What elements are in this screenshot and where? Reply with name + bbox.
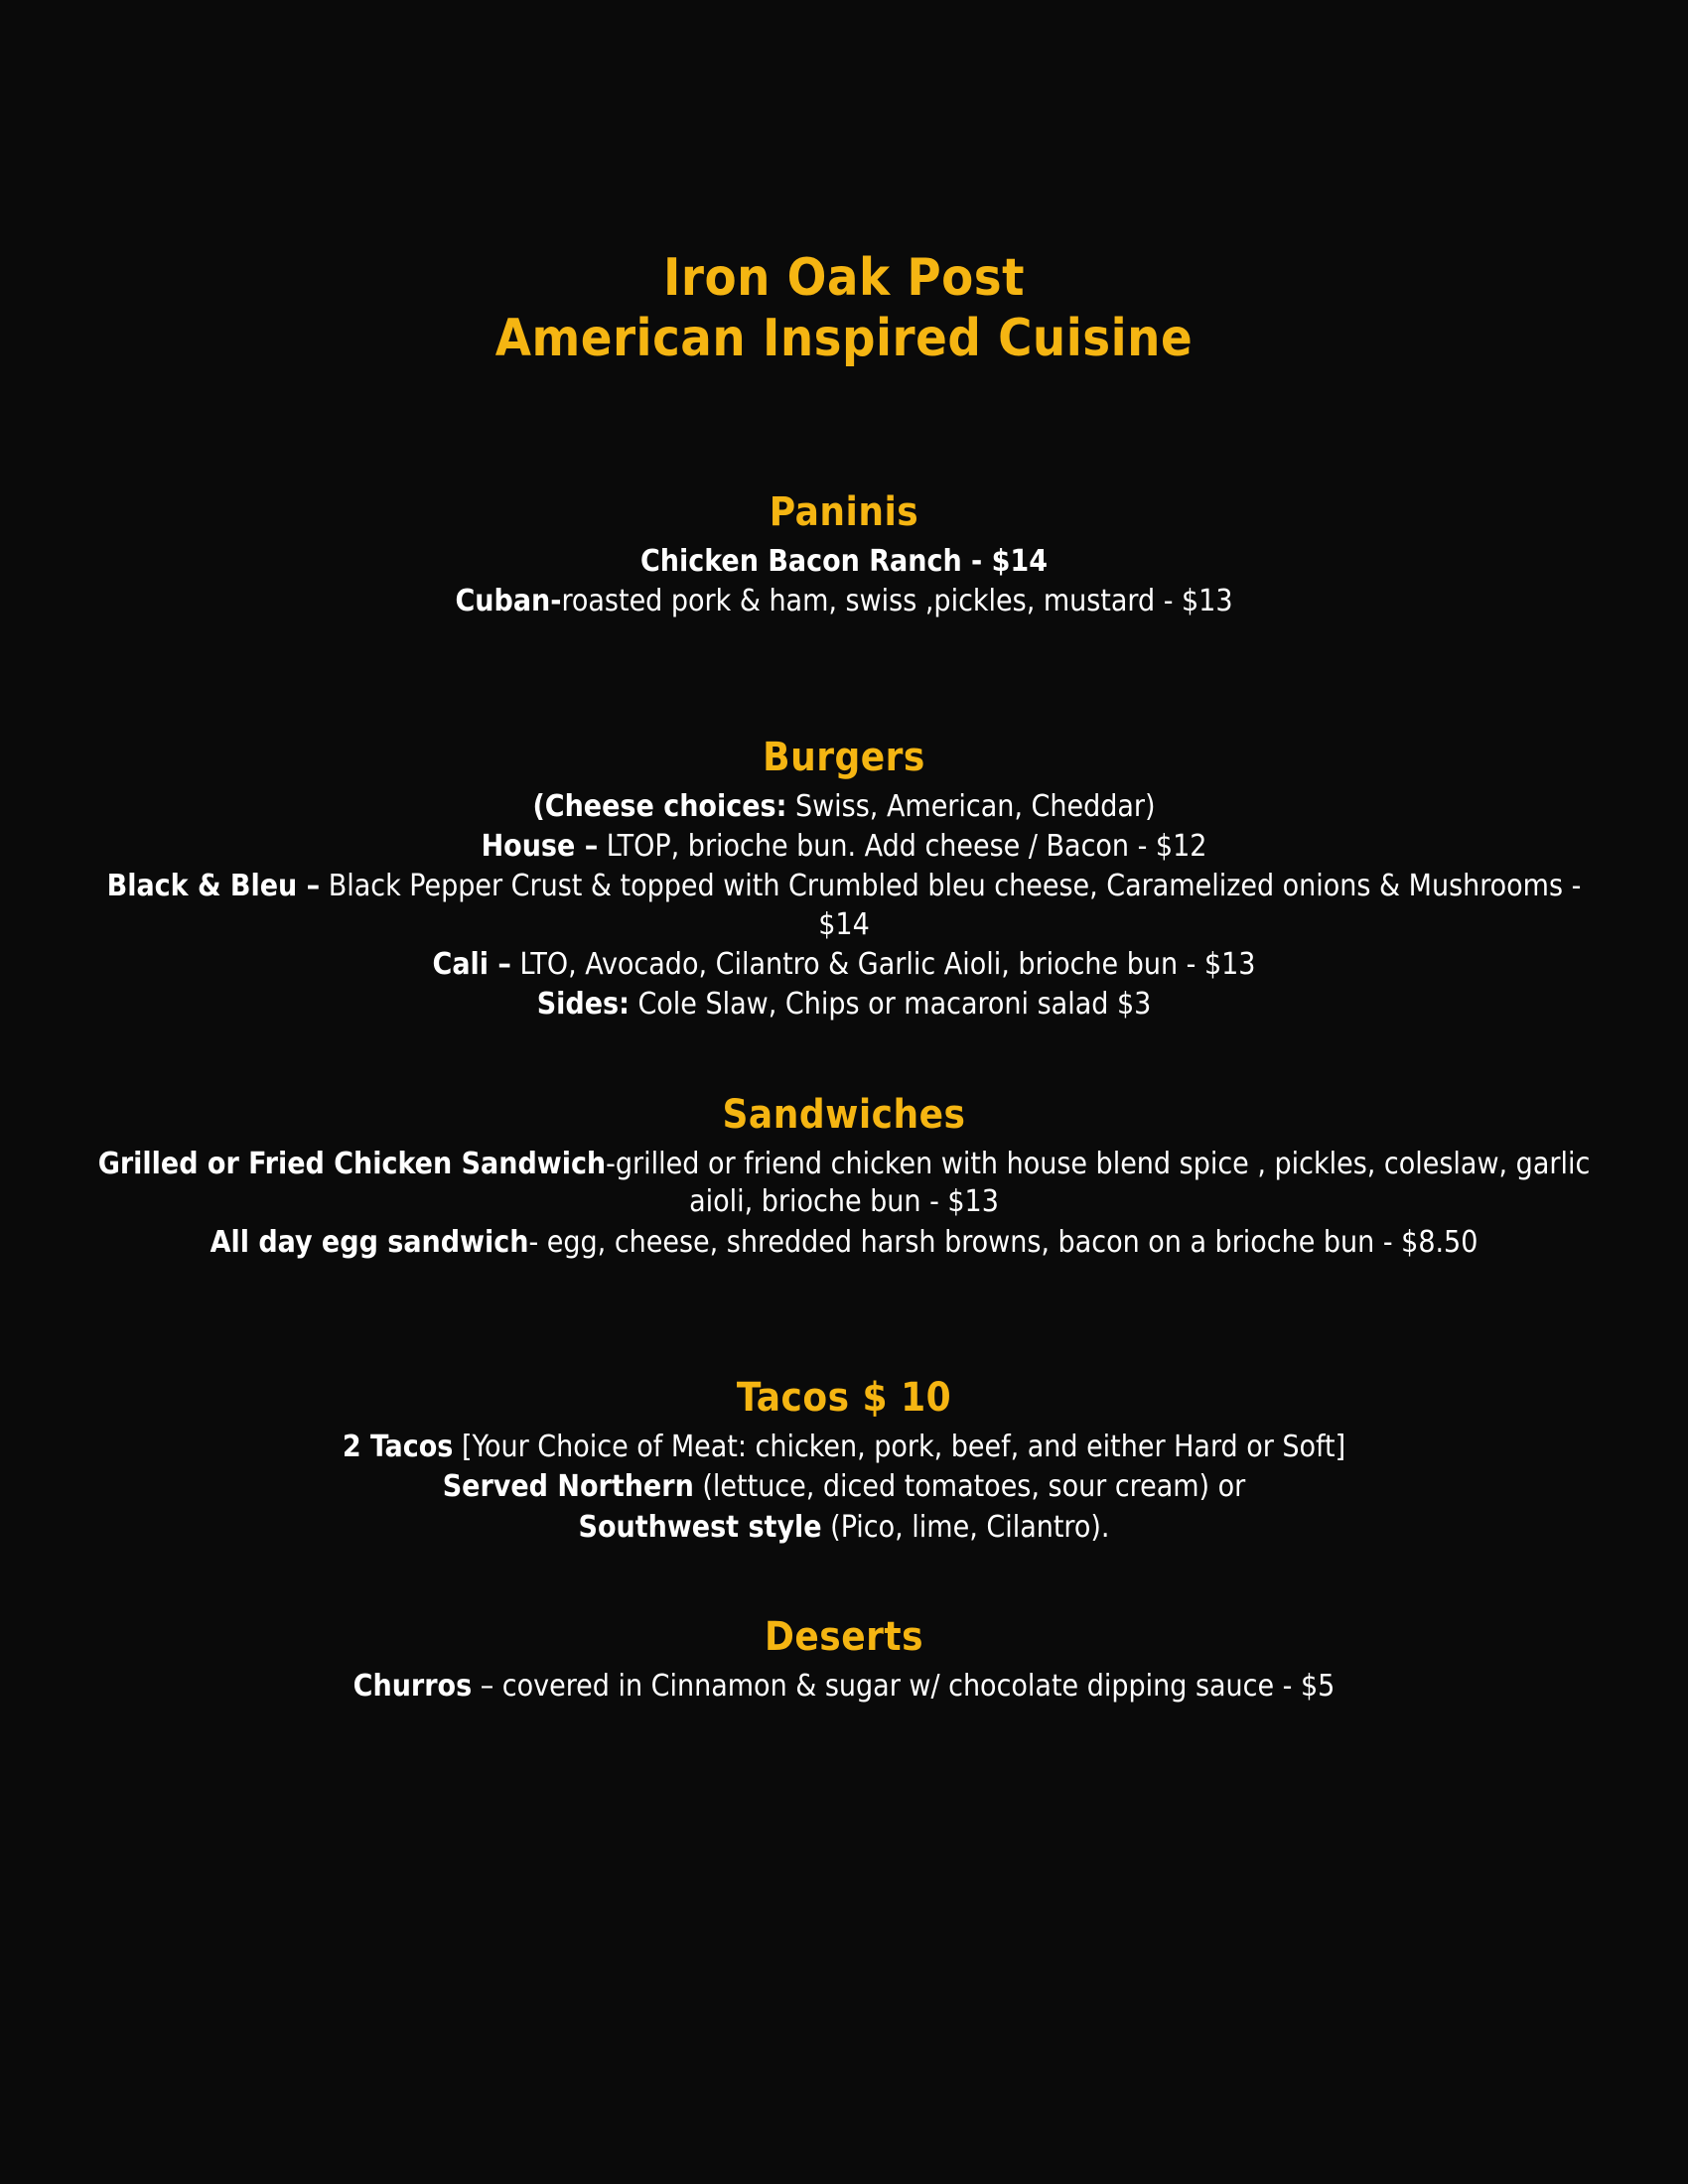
menu-item-name: Chicken Bacon Ranch - $14 — [640, 543, 1048, 579]
menu-item-name: House – — [481, 828, 599, 864]
menu-item-desc: LTO, Avocado, Cilantro & Garlic Aioli, brioche bun - $13 — [510, 947, 1256, 983]
restaurant-name: Iron Oak Post — [662, 248, 1026, 308]
menu-item — [84, 788, 1604, 826]
menu-item-desc: Black Pepper Crust & topped with Crumbled bleu cheese, Caramelized onions & Mushrooms - $14 — [320, 869, 1582, 942]
menu-item — [84, 1429, 1604, 1466]
menu-item-desc: (Pico, lime, Cilantro). — [821, 1509, 1110, 1545]
menu-item-name: Sides: — [536, 987, 630, 1023]
menu-item-name: (Cheese choices: — [532, 788, 787, 824]
menu-item-name: Grilled or Fried Chicken Sandwich — [97, 1146, 607, 1181]
menu-item-name: Black & Bleu – — [106, 869, 321, 904]
menu-item-desc: (lettuce, diced tomatoes, sour cream) or — [693, 1469, 1246, 1505]
section-burgers — [84, 735, 1604, 1024]
section-deserts — [84, 1614, 1604, 1706]
menu-content — [84, 248, 1604, 1746]
menu-item-desc: [Your Choice of Meat: chicken, pork, beef, and either Hard or Soft] — [453, 1430, 1346, 1465]
menu-item-desc: -grilled or friend chicken with house blend spice , pickles, coleslaw, garlic aioli, brioche bun - $13 — [606, 1146, 1591, 1220]
menu-item — [84, 946, 1604, 984]
menu-item-name: Cuban- — [455, 584, 562, 619]
menu-item — [84, 1509, 1604, 1547]
menu-item-name: All day egg sandwich — [210, 1224, 529, 1260]
menu-item — [84, 986, 1604, 1024]
menu-item-desc: roasted pork & ham, swiss ,pickles, mustard - $13 — [561, 584, 1233, 619]
section-heading-paninis: Paninis — [769, 488, 919, 535]
section-sandwiches — [84, 1092, 1604, 1262]
menu-item-desc: - egg, cheese, shredded harsh browns, bacon on a brioche bun - $8.50 — [528, 1224, 1478, 1260]
spacer — [84, 1064, 1604, 1092]
section-heading-sandwiches: Sandwiches — [722, 1091, 966, 1138]
menu-item — [84, 1224, 1604, 1262]
section-heading-deserts: Deserts — [764, 1614, 924, 1661]
spacer — [84, 1301, 1604, 1375]
menu-item-name: Churros — [352, 1669, 473, 1705]
menu-item-desc: Cole Slaw, Chips or macaroni salad $3 — [629, 987, 1152, 1023]
menu-item-name: Southwest style — [578, 1509, 822, 1545]
menu-item-name: 2 Tacos — [342, 1430, 454, 1465]
menu-item — [84, 543, 1604, 581]
menu-item-desc: Swiss, American, Cheddar) — [786, 788, 1156, 824]
menu-item — [84, 828, 1604, 866]
section-heading-tacos: Tacos $ 10 — [736, 1375, 952, 1422]
menu-item — [84, 583, 1604, 620]
section-tacos — [84, 1375, 1604, 1547]
restaurant-tagline: American Inspired Cuisine — [494, 309, 1194, 369]
section-paninis — [84, 489, 1604, 621]
menu-item-name: Served Northern — [442, 1469, 694, 1505]
menu-item — [84, 868, 1604, 944]
page-title — [84, 248, 1604, 370]
section-heading-burgers: Burgers — [763, 734, 925, 780]
menu-item-desc: LTOP, brioche bun. Add cheese / Bacon - $12 — [598, 828, 1207, 864]
menu-item-desc: – covered in Cinnamon & sugar w/ chocolate dipping sauce - $5 — [472, 1669, 1336, 1705]
spacer — [84, 1586, 1604, 1614]
menu-item — [84, 1668, 1604, 1706]
menu-item — [84, 1146, 1604, 1222]
menu-item — [84, 1468, 1604, 1506]
menu-item-name: Cali – — [432, 947, 511, 983]
spacer — [84, 661, 1604, 735]
